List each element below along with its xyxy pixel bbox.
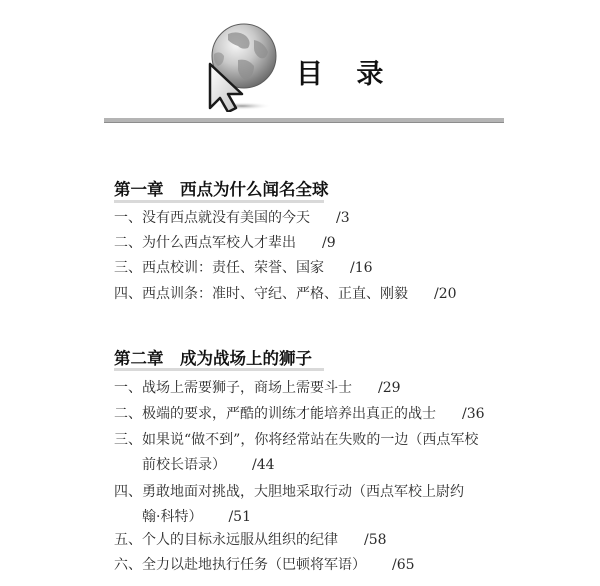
entry-text: 一、没有西点就没有美国的今天 bbox=[114, 210, 310, 226]
chapter-underline bbox=[114, 368, 324, 371]
entry-text: 五、个人的目标永远服从组织的纪律 bbox=[114, 532, 338, 548]
toc-entry[interactable] bbox=[114, 404, 485, 424]
chapter-underline bbox=[114, 200, 324, 203]
toc-entry[interactable] bbox=[114, 284, 457, 304]
globe-cursor-icon bbox=[198, 20, 280, 112]
toc-entry-continuation[interactable] bbox=[142, 507, 251, 527]
toc-entry[interactable] bbox=[114, 378, 401, 398]
entry-page: /58 bbox=[364, 532, 387, 548]
entry-text: 三、如果说“做不到”，你将经常站在失败的一边（西点军校 bbox=[114, 432, 479, 448]
toc-header bbox=[0, 0, 600, 130]
toc-entry[interactable] bbox=[114, 233, 336, 253]
toc-entry[interactable] bbox=[114, 530, 387, 550]
toc-entry-continuation[interactable] bbox=[142, 455, 275, 475]
entry-page: /3 bbox=[336, 210, 350, 226]
entry-page: /51 bbox=[228, 509, 251, 525]
entry-page: /44 bbox=[252, 457, 275, 473]
entry-text: 六、全力以赴地执行任务（巴顿将军语） bbox=[114, 557, 366, 573]
entry-page: /65 bbox=[392, 557, 415, 573]
toc-entry[interactable] bbox=[114, 482, 464, 502]
entry-text: 四、西点训条：准时、守纪、严格、正直、刚毅 bbox=[114, 286, 408, 302]
toc-entry[interactable] bbox=[114, 430, 478, 450]
entry-text: 二、极端的要求，严酷的训练才能培养出真正的战士 bbox=[114, 406, 436, 422]
entry-page: /29 bbox=[378, 380, 401, 396]
page-title: 目 录 bbox=[296, 59, 396, 90]
entry-text: 三、西点校训：责任、荣誉、国家 bbox=[114, 260, 324, 276]
toc-entry[interactable] bbox=[114, 555, 415, 575]
entry-page: /20 bbox=[434, 286, 457, 302]
header-divider bbox=[104, 118, 504, 123]
chapter-title: 第二章 成为战场上的狮子 bbox=[114, 349, 312, 368]
entry-page: /9 bbox=[322, 235, 336, 251]
entry-text: 一、战场上需要狮子，商场上需要斗士 bbox=[114, 380, 352, 396]
entry-text: 二、为什么西点军校人才辈出 bbox=[114, 235, 296, 251]
toc-entry[interactable] bbox=[114, 208, 350, 228]
entry-page: /36 bbox=[462, 406, 485, 422]
chapter-title: 第一章 西点为什么闻名全球 bbox=[114, 180, 329, 199]
entry-text-cont: 翰·科特） bbox=[142, 509, 203, 525]
toc-entry[interactable] bbox=[114, 258, 373, 278]
entry-page: /16 bbox=[350, 260, 373, 276]
entry-text: 四、勇敢地面对挑战，大胆地采取行动（西点军校上尉约 bbox=[114, 484, 464, 500]
entry-text-cont: 前校长语录） bbox=[142, 457, 226, 473]
